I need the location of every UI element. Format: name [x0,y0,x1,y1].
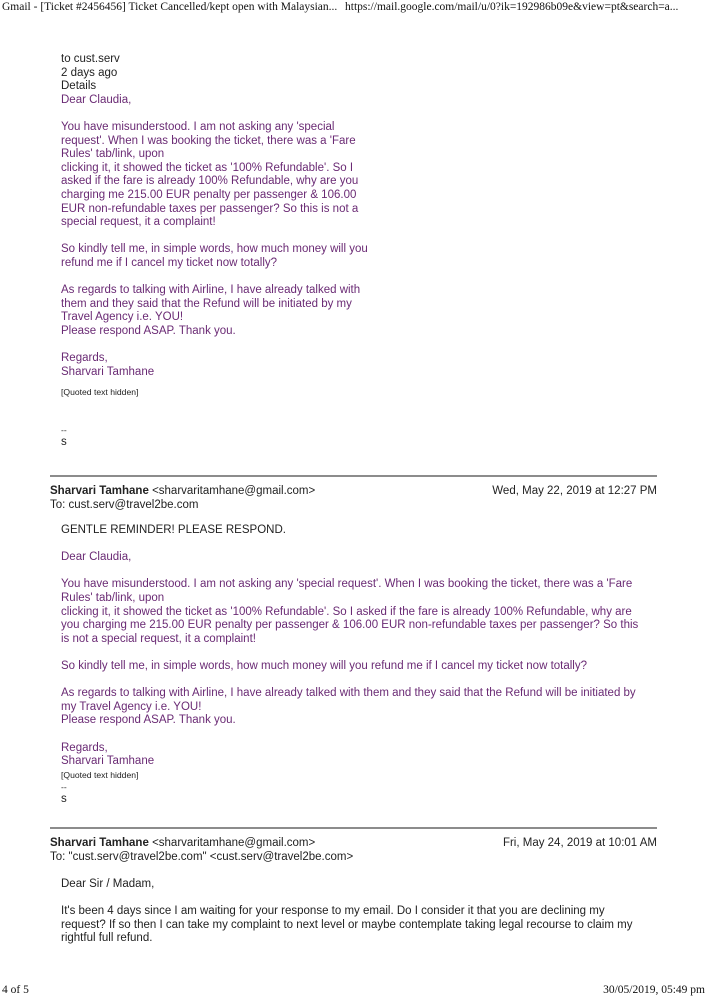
signature-initial: s [61,436,67,449]
sender-name: Sharvari Tamhane [50,485,149,497]
quoted-message [61,53,391,450]
quoted-paragraph: You have misunderstood. I am not asking any 'special request'. When I was booking the ticket, there was a 'Fare Rules' tab/link, upon clicking it, it showed the ticket as '100% Refundable'. So I asked if the fare is already 100% Refundable, why are you charging me 215.00 EUR penalty per passenger & 106.00 EUR non-refundable taxes per passenger? So this is not a special request, it a complaint! [61,120,359,229]
quoted-greeting: Dear Claudia, [61,93,132,106]
message-divider [50,827,657,829]
print-footer [0,982,707,1000]
quoted-signoff: Regards, [61,352,108,365]
message-paragraph: It's been 4 days since I am waiting for your response to my email. Do I consider it that you are declining my request? If so then I can take my complaint to next level or maybe contemplate taking legal recourse to claim my rightful full refund. [61,905,633,945]
message-paragraph: As regards to talking with Airline, I have already talked with them and they said that the Refund will be initiated by my Travel Agency i.e. YOU! Please respond ASAP. Thank you. [61,687,636,727]
print-timestamp: 30/05/2019, 05:49 pm [603,984,705,996]
message-body [61,878,661,946]
quoted-paragraph: So kindly tell me, in simple words, how much money will you refund me if I cancel my ticket now totally? [61,243,368,269]
message-body [61,524,661,806]
recipient-line: To: cust.serv@travel2be.com [50,499,199,511]
message-paragraph: So kindly tell me, in simple words, how much money will you refund me if I cancel my ticket now totally? [61,659,588,672]
message-date: Wed, May 22, 2019 at 12:27 PM [492,485,657,497]
message-header [50,484,657,512]
message-greeting: Dear Claudia, [61,551,132,564]
quoted-recipient: to cust.serv [61,53,120,65]
print-header [0,0,707,16]
message-date: Fri, May 24, 2019 at 10:01 AM [502,837,657,849]
quoted-time: 2 days ago [61,66,118,79]
message-header [50,836,657,864]
signature-dashes: -- [61,425,67,436]
quoted-signature: Sharvari Tamhane [61,365,155,378]
message-greeting: Dear Sir / Madam, [61,878,155,890]
signature-initial: s [61,792,67,805]
quoted-text-hidden-toggle[interactable]: [Quoted text hidden] [61,769,139,780]
message-intro: GENTLE REMINDER! PLEASE RESPOND. [61,524,286,536]
signature-dashes: -- [61,781,67,792]
quoted-paragraph: As regards to talking with Airline, I have already talked with them and they said that the Refund will be initiated by my Travel Agency i.e. YOU! Please respond ASAP. Thank you. [61,284,361,337]
page-number: 4 of 5 [2,984,29,996]
message-signoff: Regards, [61,741,108,754]
recipient-line: To: "cust.serv@travel2be.com" <cust.serv@travel2be.com> [50,851,354,863]
print-page-url: https://mail.google.com/mail/u/0?ik=192986b09e&view=pt&search=a... [345,1,679,13]
sender-email[interactable]: <sharvaritamhane@gmail.com> [152,837,316,849]
message-signature: Sharvari Tamhane [61,755,155,768]
quoted-text-hidden-toggle[interactable]: [Quoted text hidden] [61,387,139,398]
message-paragraph: You have misunderstood. I am not asking any 'special request'. When I was booking the ticket, there was a 'Fare Rules' tab/link, upon clicking it, it showed the ticket as '100% Refundable'. So I asked if the fare is already 100% Refundable, why are you charging me 215.00 EUR penalty per passenger & 106.00 EUR non-refundable taxes per passenger? So this is not a special request, it a complaint! [61,578,639,645]
sender-email[interactable]: <sharvaritamhane@gmail.com> [152,485,316,497]
print-page-title: Gmail - [Ticket #2456456] Ticket Cancelled/kept open with Malaysian... [2,1,338,13]
sender-name: Sharvari Tamhane [50,837,149,849]
message-divider [50,475,657,477]
quoted-details-link[interactable]: Details [61,80,97,93]
